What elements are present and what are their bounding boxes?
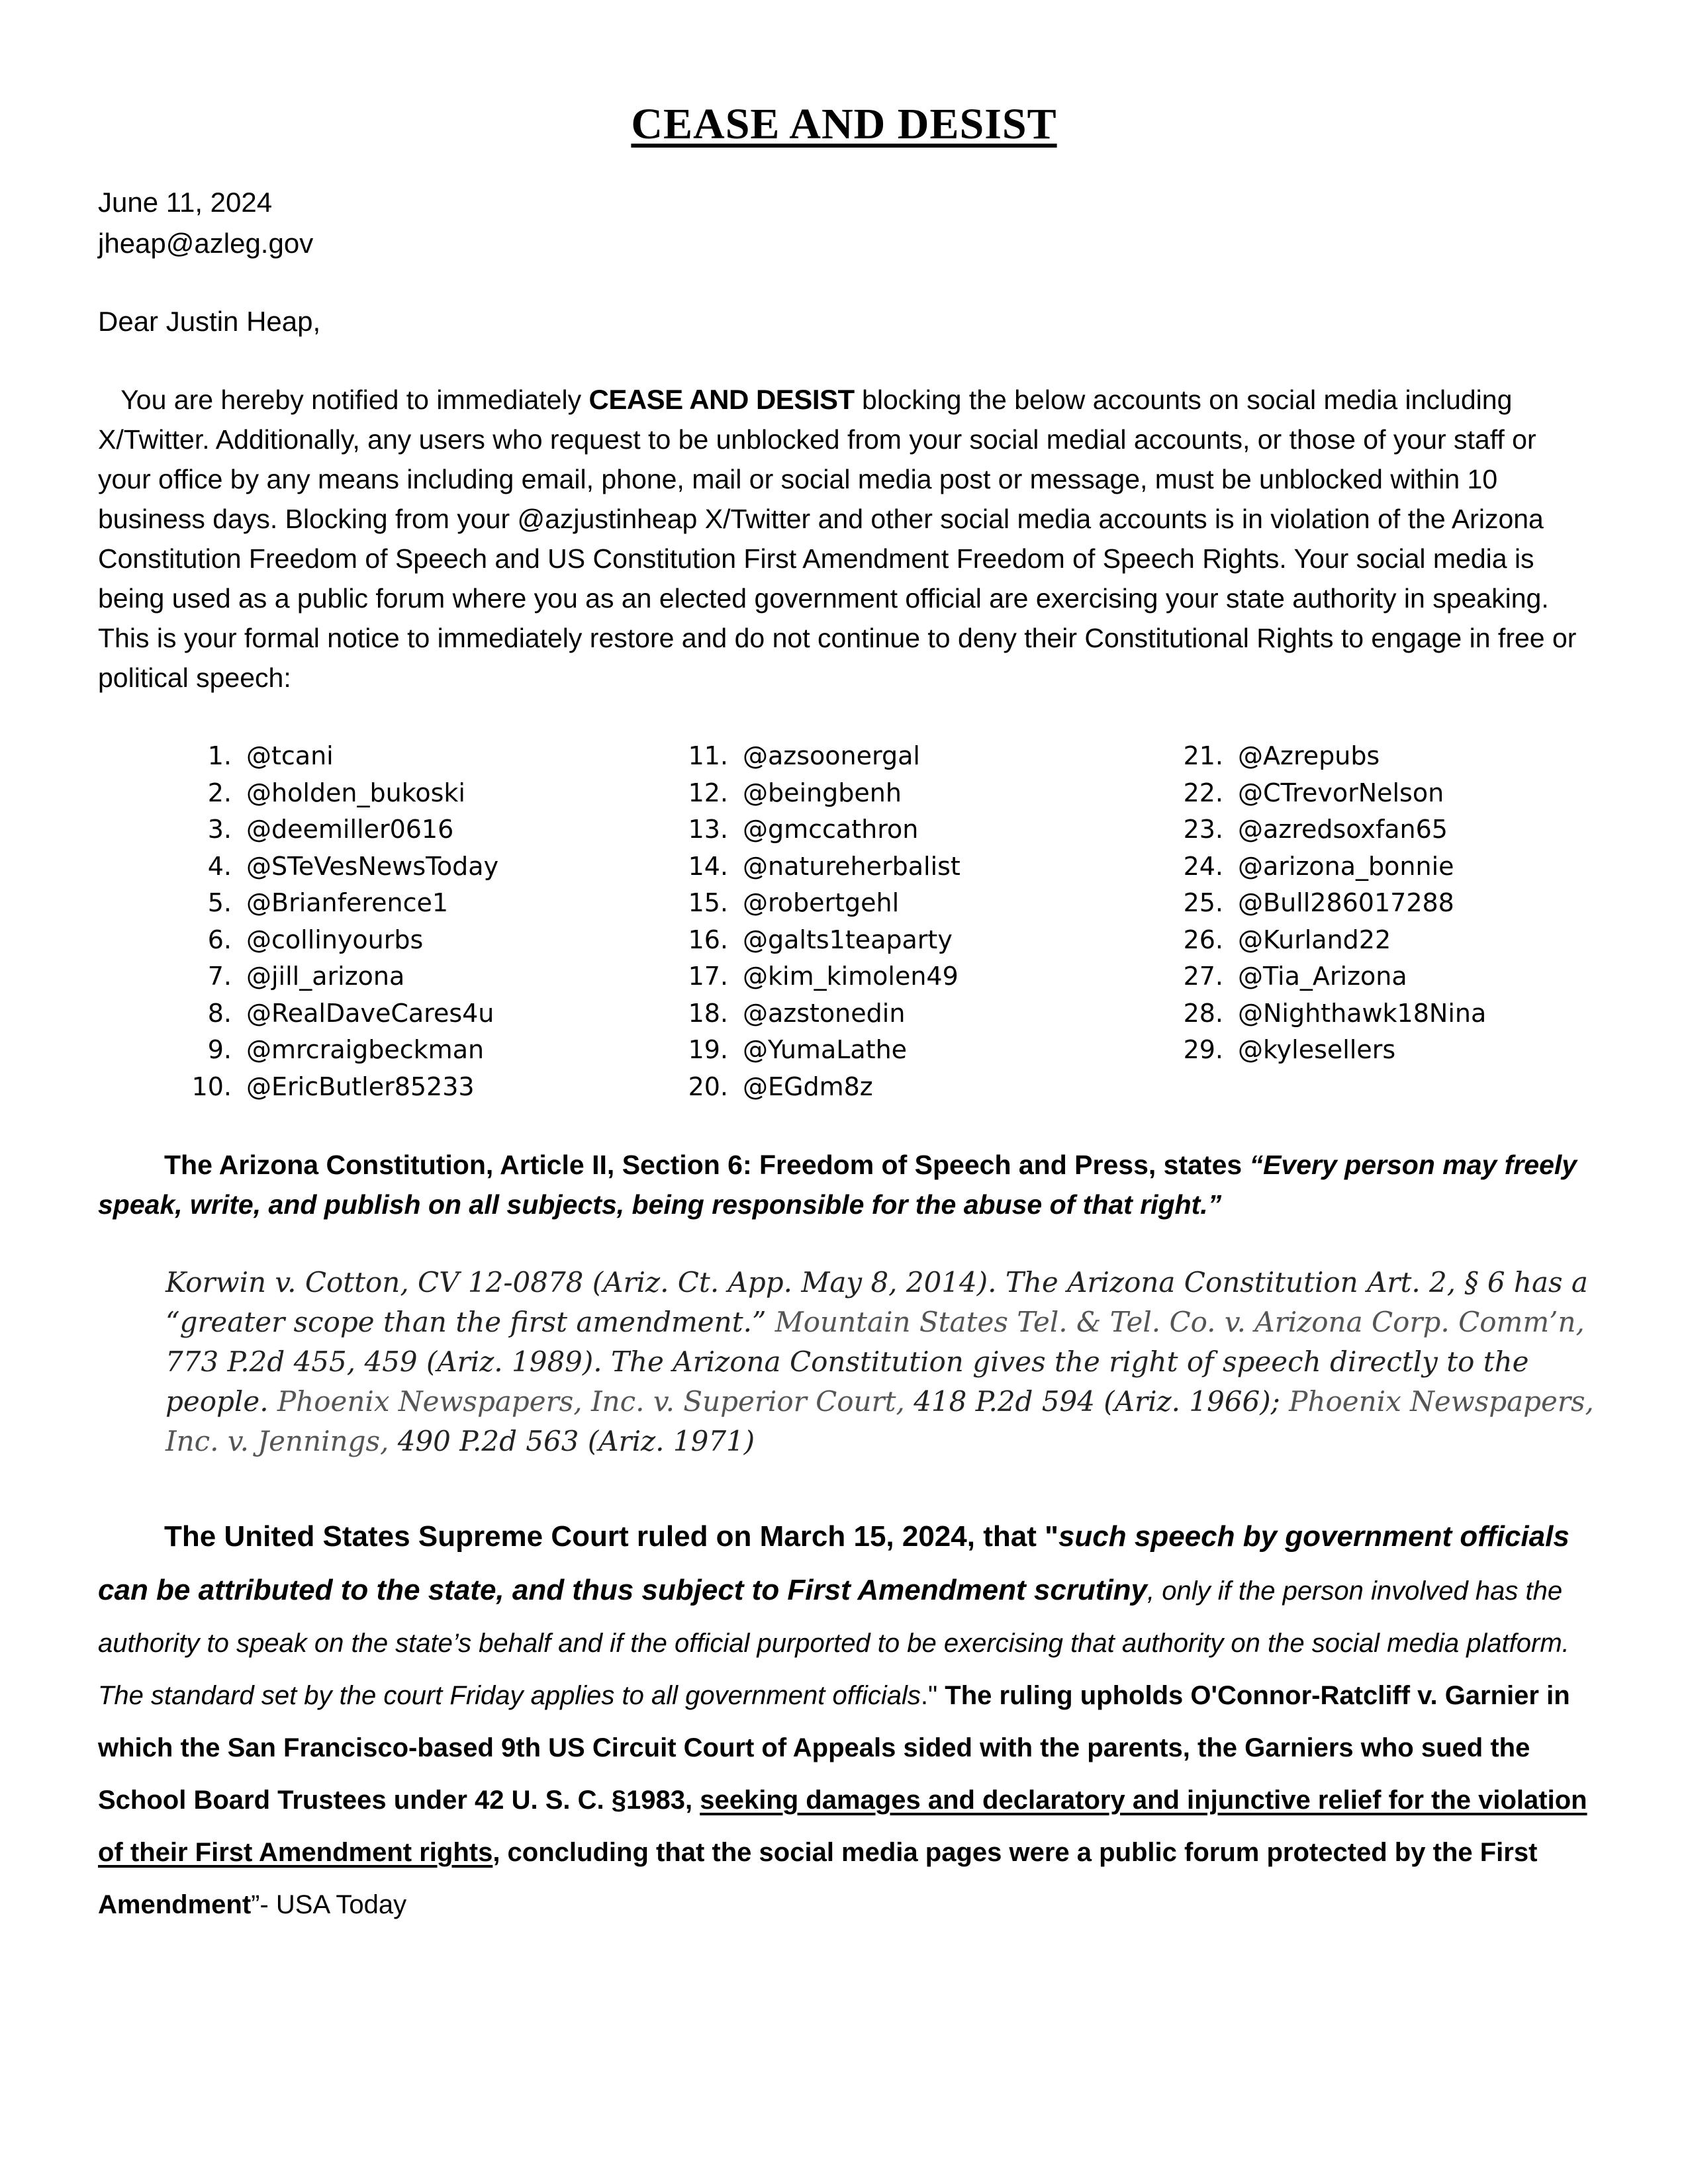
az-quote: “Every person may freely speak, write, and publish on all subjects, being responsible for the abuse of that right.” xyxy=(98,1150,1577,1220)
account-list-column-3 xyxy=(1170,738,1486,1069)
scotus-quote-rest: , only if the person involved has the authority to speak on the state’s behalf and if the official purported to be exercising that authority on the social media platform. The standard set by the court Friday applies to all government officials xyxy=(98,1576,1570,1710)
account-item: 10. @EricButler85233 xyxy=(191,1071,475,1101)
account-item: 13. @gmccathron xyxy=(688,815,919,844)
scotus-source: ”- USA Today xyxy=(251,1890,407,1919)
account-item: 25. @Bull286017288 xyxy=(1183,888,1454,917)
citation-text: 490 P.2d 563 (Ariz. 1971) xyxy=(389,1425,755,1457)
account-item: 15. @robertgehl xyxy=(688,888,900,917)
scotus-ruling: The ruling upholds O'Connor-Ratcliff v. Garnier in which the San Francisco-based 9th US Circuit Court of Appeals sided with the parents, the Garniers who sued the School Board Trustees under 42 U. S. C. §1983, xyxy=(98,1681,1570,1815)
account-item: 12. @beingbenh xyxy=(688,778,902,807)
az-lead-text: The Arizona Constitution, Article II, Section 6: Freedom of Speech and Press, states xyxy=(164,1150,1250,1180)
account-item: 5. @Brianference1 xyxy=(207,888,449,917)
account-list-column-1 xyxy=(179,738,498,1105)
citation-case-name: Phoenix Newspapers, Inc. v. Superior Court, xyxy=(277,1385,905,1418)
account-item: 20. @EGdm8z xyxy=(688,1071,873,1101)
account-item: 24. @arizona_bonnie xyxy=(1183,851,1454,881)
account-item: 3. @deemiller0616 xyxy=(207,815,454,844)
citation-case-name: Phoenix Newspapers, Inc. v. Jennings, xyxy=(165,1385,1594,1457)
citation-text: 773 P.2d 455, 459 (Ariz. 1989). The Arizona Constitution gives the right of speech directly to the people. xyxy=(165,1345,1529,1418)
account-item: 29. @kylesellers xyxy=(1183,1035,1396,1064)
citation-text: 418 P.2d 594 (Ariz. 1966); xyxy=(904,1385,1289,1418)
intro-text-1: You are hereby notified to immediately xyxy=(120,385,589,415)
scotus-lead: The United States Supreme Court ruled on March 15, 2024, that " xyxy=(164,1520,1058,1553)
intro-text-2: blocking the below accounts on social media including X/Twitter. Additionally, any users who request to be unblocked from your social medial accounts, or those of your staff or your office by any means including email, phone, mail or social media post or message, must be unblocked within 10 business days. Blocking from your @azjustinheap X/Twitter and other social media accounts is in violation of the Arizona Constitution Freedom of Speech and US Constitution First Amendment Freedom of Speech Rights. Your social media is being used as a public forum where you as an elected government official are exercising your state authority in speaking. This is your formal notice to immediately restore and do not continue to deny their Constitutional Rights to engage in free or political speech: xyxy=(98,385,1577,693)
recipient-email: jheap@azleg.gov xyxy=(98,228,314,259)
account-item: 8. @RealDaveCares4u xyxy=(207,998,494,1028)
arizona-constitution-paragraph xyxy=(98,1145,1587,1224)
account-item: 21. @Azrepubs xyxy=(1183,741,1380,770)
account-item: 22. @CTrevorNelson xyxy=(1183,778,1444,807)
intro-emphasis: CEASE AND DESIST xyxy=(588,384,855,415)
account-item: 27. @Tia_Arizona xyxy=(1183,962,1407,991)
account-item: 11. @azsoonergal xyxy=(688,741,920,770)
salutation: Dear Justin Heap, xyxy=(98,306,321,337)
scotus-quote-bold: such speech by government officials can be attributed to the state, and thus subject to First Amendment scrutiny xyxy=(98,1520,1570,1606)
citation-case-name: Mountain States Tel. & Tel. Co. v. Arizona Corp. Comm’n, xyxy=(774,1306,1585,1338)
account-item: 4. @STeVesNewsToday xyxy=(207,851,499,881)
account-item: 6. @collinyourbs xyxy=(207,925,424,954)
account-item: 2. @holden_bukoski xyxy=(207,778,465,807)
citation-text: Korwin v. Cotton, CV 12-0878 (Ariz. Ct. App. May 8, 2014). The Arizona Constitution Art. 2, § 6 has a “greater scope than the first amendment.” xyxy=(165,1266,1588,1338)
account-item: 18. @azstonedin xyxy=(688,998,906,1028)
letter-date: June 11, 2024 xyxy=(98,187,273,218)
scotus-conclusion: , concluding that the social media pages were a public forum protected by the First Amendment xyxy=(98,1838,1538,1919)
scotus-quote-close: ." xyxy=(920,1681,945,1710)
account-item: 19. @YumaLathe xyxy=(688,1035,908,1064)
account-item: 28. @Nighthawk18Nina xyxy=(1183,998,1487,1028)
account-list-column-2 xyxy=(675,738,961,1105)
account-item: 23. @azredsoxfan65 xyxy=(1183,815,1448,844)
document-title: CEASE AND DESIST xyxy=(631,100,1057,148)
intro-paragraph xyxy=(98,380,1587,698)
account-item: 7. @jill_arizona xyxy=(207,962,405,991)
case-citations xyxy=(165,1263,1595,1461)
account-item: 17. @kim_kimolen49 xyxy=(688,962,959,991)
account-item: 26. @Kurland22 xyxy=(1183,925,1391,954)
account-item: 1. @tcani xyxy=(207,741,334,770)
scotus-underlined: seeking damages and declaratory and injunctive relief for the violation of their First Amendment rights xyxy=(98,1786,1587,1867)
account-item: 14. @natureherbalist xyxy=(688,851,961,881)
supreme-court-paragraph xyxy=(98,1510,1601,1931)
account-item: 9. @mrcraigbeckman xyxy=(207,1035,485,1064)
account-item: 16. @galts1teaparty xyxy=(688,925,953,954)
